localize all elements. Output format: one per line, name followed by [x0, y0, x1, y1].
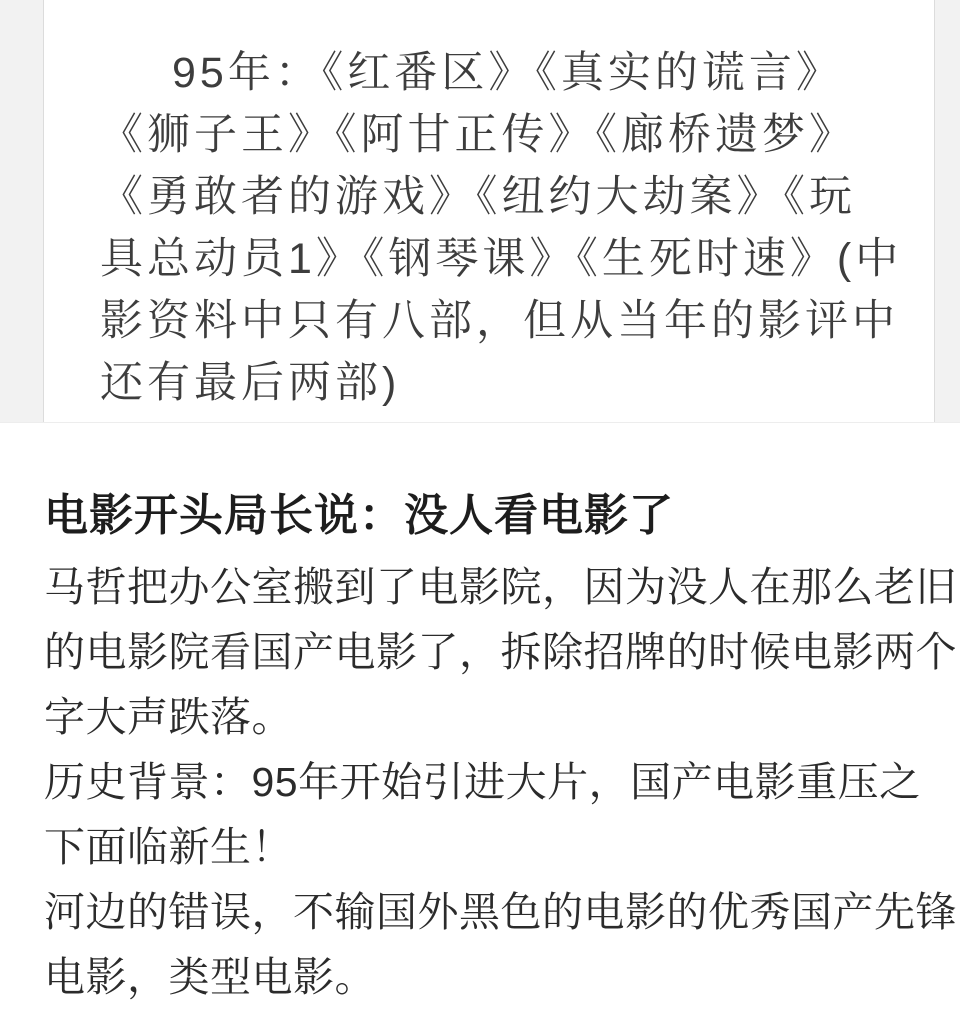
quoted-screenshot-panel [0, 0, 960, 423]
movie-list-line: 《狮子王》《阿甘正传》《廊桥遗梦》 [100, 111, 856, 159]
article-body-line: 河边的错误，不输国外黑色的电影的优秀国产先锋 [44, 889, 957, 935]
article-body-text [44, 555, 957, 1010]
article-body-line: 历史背景：95年开始引进大片，国产电影重压之 [44, 759, 921, 805]
article-body-line: 字大声跌落。 [44, 694, 293, 740]
article-body-line: 马哲把办公室搬到了电影院，因为没人在那么老旧 [44, 564, 957, 610]
movie-list-card [43, 0, 935, 422]
article-body-line: 电影，类型电影。 [44, 954, 376, 1000]
article-body-line: 下面临新生！ [44, 824, 293, 870]
movie-list-text [100, 42, 922, 414]
movie-list-line: 《勇敢者的游戏》《纽约大劫案》《玩 [100, 173, 856, 221]
movie-list-line: 还有最后两部) [100, 359, 401, 407]
movie-list-line: 影资料中只有八部，但从当年的影评中 [100, 297, 899, 345]
movie-list-line: 95年：《红番区》《真实的谎言》 [172, 49, 843, 97]
article-body-line: 的电影院看国产电影了，拆除招牌的时候电影两个 [44, 629, 957, 675]
article-section [0, 485, 960, 1010]
movie-list-line: 具总动员1》《钢琴课》《生死时速》(中 [100, 235, 903, 283]
article-heading: 电影开头局长说：没人看电影了 [44, 491, 674, 540]
